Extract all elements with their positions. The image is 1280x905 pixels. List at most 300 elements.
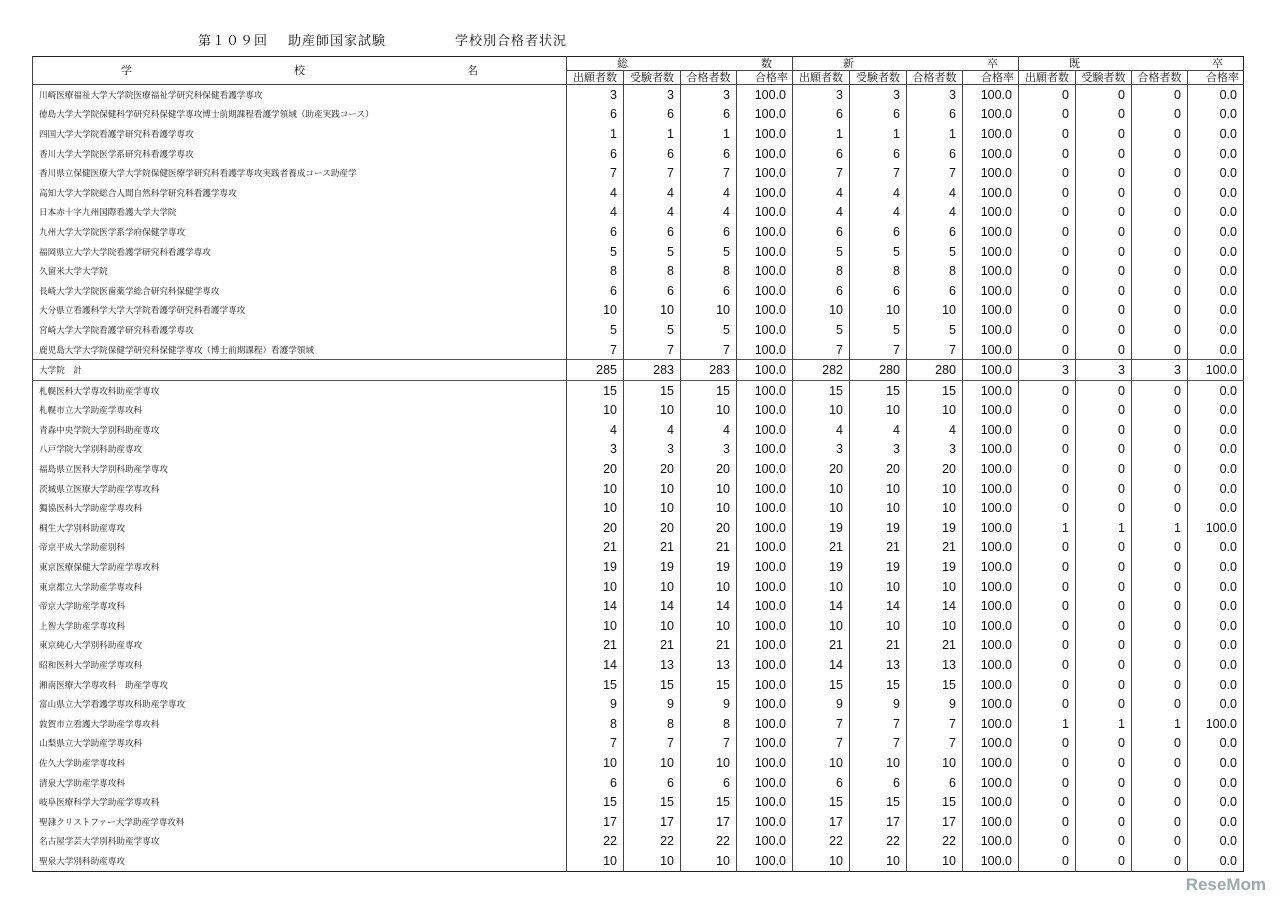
- header-char: 卒: [1212, 56, 1223, 70]
- school-name: 川崎医療福祉大学大学院医療福祉学研究科保健看護学専攻: [33, 85, 567, 105]
- applicants-cell: 0: [1019, 124, 1076, 144]
- pass-rate-cell: 100.0: [963, 694, 1019, 714]
- applicants-cell: 7: [793, 340, 850, 360]
- examinees-cell: 0: [1076, 694, 1132, 714]
- passers-cell: 13: [907, 655, 963, 675]
- applicants-cell: 0: [1019, 281, 1076, 301]
- pass-rate-cell: 0.0: [1188, 498, 1244, 518]
- passers-cell: 0: [1132, 675, 1188, 695]
- pass-rate-cell: 100.0: [737, 557, 793, 577]
- pass-rate-cell: 100.0: [963, 420, 1019, 440]
- pass-rate-cell: 100.0: [737, 538, 793, 558]
- examinees-cell: 15: [624, 675, 681, 695]
- applicants-cell: 0: [1019, 498, 1076, 518]
- examinees-cell: 6: [624, 144, 681, 164]
- applicants-cell: 10: [793, 851, 850, 871]
- examinees-cell: 0: [1076, 222, 1132, 242]
- header-char: 学: [121, 63, 132, 77]
- examinees-cell: 0: [1076, 459, 1132, 479]
- examinees-cell: 13: [624, 655, 681, 675]
- examinees-cell: 4: [624, 203, 681, 223]
- passers-cell: 0: [1132, 242, 1188, 262]
- applicants-cell: 8: [567, 261, 624, 281]
- applicants-cell: 3: [1019, 360, 1076, 381]
- applicants-cell: 0: [1019, 538, 1076, 558]
- table-row: [33, 261, 1244, 281]
- pass-rate-cell: 100.0: [737, 281, 793, 301]
- applicants-cell: 0: [1019, 753, 1076, 773]
- pass-rate-cell: 100.0: [963, 792, 1019, 812]
- applicants-cell: 15: [567, 792, 624, 812]
- passers-cell: 7: [907, 714, 963, 734]
- examinees-cell: 0: [1076, 340, 1132, 360]
- examinees-cell: 17: [850, 812, 907, 832]
- examinees-cell: 0: [1076, 281, 1132, 301]
- examinees-cell: 20: [624, 518, 681, 538]
- examinees-cell: 7: [850, 714, 907, 734]
- applicants-cell: 7: [567, 163, 624, 183]
- passers-cell: 15: [681, 380, 737, 400]
- pass-rate-cell: 0.0: [1188, 144, 1244, 164]
- examinees-cell: 0: [1076, 851, 1132, 871]
- passers-cell: 280: [907, 360, 963, 381]
- passers-cell: 0: [1132, 124, 1188, 144]
- applicants-cell: 0: [1019, 440, 1076, 460]
- examinees-cell: 6: [850, 281, 907, 301]
- header-char: 新: [843, 56, 854, 70]
- applicants-cell: 0: [1019, 557, 1076, 577]
- pass-rate-cell: 100.0: [737, 203, 793, 223]
- applicants-cell: 6: [567, 281, 624, 301]
- pass-rate-cell: 100.0: [737, 242, 793, 262]
- applicants-cell: 6: [567, 144, 624, 164]
- examinees-cell: 17: [624, 812, 681, 832]
- examinees-cell: 9: [850, 694, 907, 714]
- passers-cell: 6: [681, 105, 737, 125]
- examinees-cell: 3: [1076, 360, 1132, 381]
- applicants-cell: 10: [567, 616, 624, 636]
- header-char: 数: [761, 56, 772, 70]
- applicants-cell: 6: [567, 222, 624, 242]
- applicants-cell: 0: [1019, 222, 1076, 242]
- pass-rate-cell: 0.0: [1188, 851, 1244, 871]
- pass-rate-cell: 100.0: [963, 538, 1019, 558]
- pass-rate-cell: 0.0: [1188, 596, 1244, 616]
- applicants-cell: 0: [1019, 301, 1076, 321]
- examinees-cell: 10: [850, 301, 907, 321]
- pass-rate-cell: 100.0: [963, 832, 1019, 852]
- table-row: [33, 401, 1244, 421]
- passers-cell: 10: [907, 498, 963, 518]
- passers-cell: 0: [1132, 812, 1188, 832]
- table-row: [33, 596, 1244, 616]
- pass-rate-cell: 0.0: [1188, 203, 1244, 223]
- examinees-cell: 0: [1076, 420, 1132, 440]
- passers-cell: 10: [681, 498, 737, 518]
- passers-cell: 0: [1132, 479, 1188, 499]
- examinees-cell: 20: [624, 459, 681, 479]
- passers-cell: 0: [1132, 557, 1188, 577]
- pass-rate-cell: 100.0: [963, 518, 1019, 538]
- examinees-cell: 7: [850, 340, 907, 360]
- passers-cell: 3: [907, 85, 963, 105]
- pass-rate-cell: 100.0: [963, 183, 1019, 203]
- pass-rate-cell: 100.0: [963, 714, 1019, 734]
- passers-cell: 0: [1132, 401, 1188, 421]
- examinees-cell: 6: [850, 144, 907, 164]
- table-row: [33, 281, 1244, 301]
- school-name: 敦賀市立看護大学助産学専攻科: [33, 714, 567, 734]
- applicants-cell: 10: [567, 851, 624, 871]
- pass-rate-cell: 100.0: [963, 124, 1019, 144]
- pass-rate-cell: 0.0: [1188, 557, 1244, 577]
- pass-rate-cell: 100.0: [737, 380, 793, 400]
- school-name: 名古屋学芸大学別科助産学専攻: [33, 832, 567, 852]
- passers-cell: 15: [907, 380, 963, 400]
- passers-cell: 5: [681, 242, 737, 262]
- pass-rate-cell: 100.0: [737, 636, 793, 656]
- pass-rate-cell: 100.0: [1188, 518, 1244, 538]
- applicants-cell: 4: [793, 420, 850, 440]
- applicants-cell: 10: [793, 479, 850, 499]
- examinees-cell: 10: [624, 401, 681, 421]
- examinees-cell: 3: [850, 85, 907, 105]
- examinees-cell: 5: [850, 320, 907, 340]
- table-row: [33, 340, 1244, 360]
- school-name: 桐生大学別科助産専攻: [33, 518, 567, 538]
- examinees-cell: 0: [1076, 832, 1132, 852]
- applicants-cell: 7: [567, 340, 624, 360]
- examinees-cell: 10: [624, 577, 681, 597]
- examinees-cell: 6: [624, 222, 681, 242]
- pass-rate-cell: 100.0: [737, 479, 793, 499]
- passers-cell: 0: [1132, 301, 1188, 321]
- school-name: 九州大学大学院医学系学府保健学専攻: [33, 222, 567, 242]
- school-name: 宮崎大学大学院看護学研究科看護学専攻: [33, 320, 567, 340]
- table-row: [33, 380, 1244, 400]
- applicants-cell: 17: [567, 812, 624, 832]
- passers-cell: 10: [907, 401, 963, 421]
- school-name: 茨城県立医療大学助産学専攻科: [33, 479, 567, 499]
- applicants-cell: 10: [567, 301, 624, 321]
- examinees-cell: 21: [850, 538, 907, 558]
- applicants-cell: 5: [793, 242, 850, 262]
- passers-cell: 0: [1132, 596, 1188, 616]
- passers-cell: 5: [907, 320, 963, 340]
- passers-cell: 5: [681, 320, 737, 340]
- applicants-cell: 1: [1019, 518, 1076, 538]
- passers-cell: 0: [1132, 773, 1188, 793]
- pass-rate-cell: 100.0: [963, 320, 1019, 340]
- school-name: 帝京大学助産学専攻科: [33, 596, 567, 616]
- pass-rate-cell: 0.0: [1188, 281, 1244, 301]
- applicants-cell: 0: [1019, 203, 1076, 223]
- applicants-cell: 0: [1019, 459, 1076, 479]
- pass-rate-cell: 100.0: [737, 812, 793, 832]
- examinees-cell: 0: [1076, 538, 1132, 558]
- examinees-cell: 10: [850, 498, 907, 518]
- applicants-cell: 3: [567, 85, 624, 105]
- examinees-cell: 19: [624, 557, 681, 577]
- examinees-cell: 4: [624, 183, 681, 203]
- pass-rate-cell: 100.0: [963, 85, 1019, 105]
- table-row: [33, 203, 1244, 223]
- passers-cell: 0: [1132, 380, 1188, 400]
- pass-rate-cell: 100.0: [737, 340, 793, 360]
- examinees-cell: 0: [1076, 792, 1132, 812]
- passers-cell: 4: [681, 203, 737, 223]
- passers-cell: 0: [1132, 340, 1188, 360]
- passers-cell: 0: [1132, 734, 1188, 754]
- pass-rate-cell: 100.0: [737, 360, 793, 381]
- table-row: [33, 753, 1244, 773]
- applicants-cell: 4: [793, 203, 850, 223]
- passers-cell: 1: [907, 124, 963, 144]
- applicants-cell: 21: [793, 636, 850, 656]
- school-name: 山梨県立大学助産学専攻科: [33, 734, 567, 754]
- applicants-cell: 0: [1019, 577, 1076, 597]
- group-header-past-graduates: [1019, 57, 1244, 71]
- group-header-row: [33, 57, 1244, 71]
- examinees-cell: 0: [1076, 773, 1132, 793]
- pass-rate-cell: 100.0: [963, 557, 1019, 577]
- school-name: 帝京平成大学助産別科: [33, 538, 567, 558]
- table-row: [33, 124, 1244, 144]
- passers-cell: 14: [907, 596, 963, 616]
- pass-rate-cell: 100.0: [963, 675, 1019, 695]
- table-row: [33, 183, 1244, 203]
- pass-rate-cell: 100.0: [737, 440, 793, 460]
- applicants-cell: 7: [793, 163, 850, 183]
- applicants-cell: 0: [1019, 144, 1076, 164]
- table-row: [33, 577, 1244, 597]
- passers-cell: 15: [681, 792, 737, 812]
- column-header: 出願者数: [567, 71, 624, 85]
- resemom-watermark-logo: ReseMom: [1185, 875, 1266, 894]
- examinees-cell: 6: [624, 281, 681, 301]
- applicants-cell: 5: [567, 242, 624, 262]
- pass-rate-cell: 0.0: [1188, 380, 1244, 400]
- header-char: 卒: [987, 56, 998, 70]
- school-name: 上智大学助産学専攻科: [33, 616, 567, 636]
- pass-rate-cell: 0.0: [1188, 85, 1244, 105]
- passers-cell: 10: [681, 479, 737, 499]
- examinees-cell: 0: [1076, 479, 1132, 499]
- passers-cell: 4: [907, 420, 963, 440]
- passers-cell: 0: [1132, 85, 1188, 105]
- passers-cell: 0: [1132, 655, 1188, 675]
- examinees-cell: 4: [850, 183, 907, 203]
- table-row: [33, 105, 1244, 125]
- pass-rate-cell: 100.0: [737, 222, 793, 242]
- passers-cell: 0: [1132, 261, 1188, 281]
- pass-rate-cell: 0.0: [1188, 340, 1244, 360]
- applicants-cell: 0: [1019, 734, 1076, 754]
- table-row: [33, 832, 1244, 852]
- passers-cell: 0: [1132, 498, 1188, 518]
- applicants-cell: 8: [567, 714, 624, 734]
- applicants-cell: 7: [567, 734, 624, 754]
- pass-rate-cell: 100.0: [963, 222, 1019, 242]
- pass-rate-cell: 100.0: [963, 851, 1019, 871]
- pass-rate-cell: 100.0: [737, 85, 793, 105]
- table-row: [33, 792, 1244, 812]
- examinees-cell: 5: [624, 320, 681, 340]
- column-header: 受験者数: [1076, 71, 1132, 85]
- table-row: [33, 518, 1244, 538]
- passers-cell: 7: [907, 340, 963, 360]
- applicants-cell: 0: [1019, 832, 1076, 852]
- school-name: 東京都立大学助産学専攻科: [33, 577, 567, 597]
- passers-cell: 6: [907, 222, 963, 242]
- passers-cell: 7: [681, 163, 737, 183]
- examinees-cell: 10: [624, 301, 681, 321]
- pass-rate-cell: 0.0: [1188, 734, 1244, 754]
- column-header: 合格者数: [907, 71, 963, 85]
- applicants-cell: 10: [793, 401, 850, 421]
- school-name: 大分県立看護科学大学大学院看護学研究科看護学専攻: [33, 301, 567, 321]
- pass-rate-cell: 0.0: [1188, 616, 1244, 636]
- examinees-cell: 10: [850, 479, 907, 499]
- pass-rate-cell: 100.0: [963, 340, 1019, 360]
- pass-rate-cell: 100.0: [737, 498, 793, 518]
- examinees-cell: 0: [1076, 812, 1132, 832]
- pass-rate-cell: 0.0: [1188, 401, 1244, 421]
- pass-rate-cell: 100.0: [737, 753, 793, 773]
- pass-rate-cell: 0.0: [1188, 301, 1244, 321]
- applicants-cell: 22: [567, 832, 624, 852]
- examinees-cell: 0: [1076, 85, 1132, 105]
- pass-rate-cell: 100.0: [737, 792, 793, 812]
- pass-rate-cell: 100.0: [737, 261, 793, 281]
- total-row: [33, 360, 1244, 381]
- passers-cell: 8: [681, 714, 737, 734]
- passers-cell: 1: [681, 124, 737, 144]
- applicants-cell: 4: [793, 183, 850, 203]
- pass-rate-cell: 100.0: [737, 518, 793, 538]
- applicants-cell: 6: [567, 773, 624, 793]
- table-row: [33, 812, 1244, 832]
- pass-rate-cell: 100.0: [963, 261, 1019, 281]
- school-name: 久留米大学大学院: [33, 261, 567, 281]
- applicants-cell: 21: [567, 538, 624, 558]
- header-char: 名: [467, 63, 478, 77]
- pass-rate-cell: 0.0: [1188, 636, 1244, 656]
- passers-cell: 10: [907, 577, 963, 597]
- pass-rate-cell: 0.0: [1188, 773, 1244, 793]
- table-row: [33, 144, 1244, 164]
- applicants-cell: 14: [567, 596, 624, 616]
- applicants-cell: 10: [793, 616, 850, 636]
- applicants-cell: 19: [793, 557, 850, 577]
- table-row: [33, 301, 1244, 321]
- school-name: 札幌医科大学専攻科助産学専攻: [33, 380, 567, 400]
- applicants-cell: 5: [567, 320, 624, 340]
- pass-rate-cell: 0.0: [1188, 261, 1244, 281]
- passers-cell: 22: [907, 832, 963, 852]
- pass-rate-cell: 100.0: [963, 401, 1019, 421]
- passers-cell: 6: [681, 222, 737, 242]
- examinees-cell: 0: [1076, 734, 1132, 754]
- passers-cell: 6: [907, 773, 963, 793]
- applicants-cell: 0: [1019, 163, 1076, 183]
- passers-cell: 4: [907, 203, 963, 223]
- applicants-cell: 10: [567, 577, 624, 597]
- pass-rate-cell: 100.0: [737, 616, 793, 636]
- examinees-cell: 0: [1076, 753, 1132, 773]
- applicants-cell: 0: [1019, 655, 1076, 675]
- passers-cell: 10: [907, 851, 963, 871]
- applicants-cell: 3: [567, 440, 624, 460]
- pass-rate-cell: 100.0: [737, 832, 793, 852]
- examinees-cell: 10: [850, 753, 907, 773]
- applicants-cell: 10: [567, 498, 624, 518]
- passers-cell: 7: [907, 163, 963, 183]
- pass-rate-cell: 100.0: [737, 675, 793, 695]
- passers-cell: 0: [1132, 281, 1188, 301]
- examinees-cell: 15: [850, 380, 907, 400]
- passers-cell: 0: [1132, 105, 1188, 125]
- pass-rate-cell: 100.0: [737, 459, 793, 479]
- exam-round: 第１０９回: [198, 34, 269, 49]
- examinees-cell: 4: [850, 420, 907, 440]
- pass-rate-cell: 100.0: [963, 655, 1019, 675]
- passers-cell: 4: [681, 420, 737, 440]
- pass-rate-cell: 100.0: [963, 163, 1019, 183]
- applicants-cell: 10: [567, 401, 624, 421]
- examinees-cell: 4: [850, 203, 907, 223]
- table-row: [33, 440, 1244, 460]
- school-name: 東京医療保健大学助産学専攻科: [33, 557, 567, 577]
- applicants-cell: 3: [793, 440, 850, 460]
- examinees-cell: 10: [624, 479, 681, 499]
- pass-rate-cell: 100.0: [737, 420, 793, 440]
- passers-cell: 0: [1132, 183, 1188, 203]
- school-name: 昭和医科大学助産学専攻科: [33, 655, 567, 675]
- examinees-cell: 0: [1076, 636, 1132, 656]
- passers-cell: 10: [907, 616, 963, 636]
- applicants-cell: 15: [793, 792, 850, 812]
- column-header: 受験者数: [624, 71, 681, 85]
- passers-cell: 6: [681, 144, 737, 164]
- passers-cell: 13: [681, 655, 737, 675]
- examinees-cell: 0: [1076, 401, 1132, 421]
- examinees-cell: 0: [1076, 105, 1132, 125]
- applicants-cell: 1: [1019, 714, 1076, 734]
- pass-rate-cell: 100.0: [963, 105, 1019, 125]
- passers-cell: 9: [681, 694, 737, 714]
- examinees-cell: 7: [624, 734, 681, 754]
- passers-cell: 15: [681, 675, 737, 695]
- applicants-cell: 5: [793, 320, 850, 340]
- school-name: 香川県立保健医療大学大学院保健医療学研究科看護学専攻実践者養成コース助産学: [33, 163, 567, 183]
- pass-rate-cell: 100.0: [1188, 714, 1244, 734]
- table-row: [33, 459, 1244, 479]
- applicants-cell: 6: [793, 105, 850, 125]
- school-name-header: [33, 57, 567, 85]
- pass-rate-cell: 0.0: [1188, 832, 1244, 852]
- examinees-cell: 15: [850, 675, 907, 695]
- table-row: [33, 320, 1244, 340]
- passers-cell: 8: [681, 261, 737, 281]
- examinees-cell: 10: [624, 753, 681, 773]
- passers-cell: 0: [1132, 694, 1188, 714]
- passers-cell: 7: [907, 734, 963, 754]
- table-row: [33, 675, 1244, 695]
- applicants-cell: 9: [793, 694, 850, 714]
- examinees-cell: 6: [624, 105, 681, 125]
- applicants-cell: 20: [793, 459, 850, 479]
